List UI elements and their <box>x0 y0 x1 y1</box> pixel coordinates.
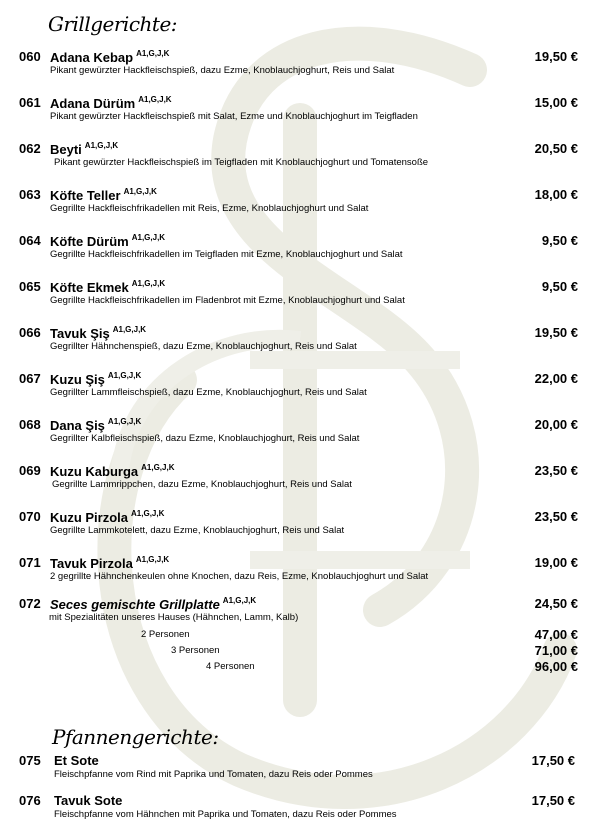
item-name <box>50 417 141 433</box>
platter-option-label: 2 Personen <box>141 629 190 640</box>
item-price: 15,00 € <box>534 95 578 110</box>
item-name-text: Kuzu Şiş <box>50 372 105 387</box>
item-name <box>50 233 165 249</box>
item-number: 062 <box>19 141 41 156</box>
allergen-codes: A1,G,J,K <box>107 417 142 426</box>
item-number: 076 <box>19 793 41 808</box>
item-number: 070 <box>19 509 41 524</box>
item-name <box>54 753 99 768</box>
item-description: Fleischpfanne vom Hähnchen mit Paprika und Tomaten, dazu Reis oder Pommes <box>54 809 397 820</box>
allergen-codes: A1,G,J,K <box>136 49 170 58</box>
item-price: 9,50 € <box>541 233 578 248</box>
platter-option-label: 3 Personen <box>171 645 220 656</box>
item-name <box>50 187 157 203</box>
item-description: Pikant gewürzter Hackfleischspieß mit Salat, Ezme und Knoblauchjoghurt im Teigfladen <box>50 111 418 122</box>
allergen-codes: A1,G,J,K <box>131 509 165 518</box>
allergen-codes: A1,G,J,K <box>131 233 166 242</box>
item-number: 068 <box>19 417 41 432</box>
item-name <box>50 141 118 157</box>
item-description: Gegrillter Hähnchenspieß, dazu Ezme, Knoblauchjoghurt, Reis und Salat <box>50 341 357 352</box>
item-description: Fleischpfanne vom Rind mit Paprika und Tomaten, dazu Reis oder Pommes <box>54 769 373 780</box>
item-description: Pikant gewürzter Hackfleischspieß, dazu Ezme, Knoblauchjoghurt, Reis und Salat <box>50 65 395 76</box>
allergen-codes: A1,G,J,K <box>138 95 172 104</box>
item-name-text: Köfte Ekmek <box>50 280 129 295</box>
allergen-codes: A1,G,J,K <box>135 555 170 564</box>
item-number: 065 <box>19 279 41 294</box>
item-description: Gegrillte Lammkotelett, dazu Ezme, Knoblauchjoghurt, Reis und Salat <box>50 525 345 536</box>
allergen-codes: A1,G,J,K <box>123 187 157 196</box>
item-description: mit Spezialitäten unseres Hauses (Hähnchen, Lamm, Kalb) <box>49 612 299 623</box>
item-name <box>50 279 165 295</box>
item-name-text: Beyti <box>50 142 82 157</box>
item-description: Pikant gewürzter Hackfleischspieß im Teigfladen mit Knoblauchjoghurt und Tomatensoße <box>54 157 429 168</box>
item-price: 9,50 € <box>541 279 578 294</box>
item-price: 24,50 € <box>534 596 578 611</box>
item-name-text: Adana Kebap <box>50 50 134 65</box>
item-description: Gegrillter Kalbfleischspieß, dazu Ezme, Knoblauchjoghurt, Reis und Salat <box>50 433 360 444</box>
item-price: 17,50 € <box>531 793 575 808</box>
item-name-text: Adana Dürüm <box>50 96 136 111</box>
allergen-codes: A1,G,J,K <box>141 463 175 472</box>
item-price: 23,50 € <box>534 509 578 524</box>
platter-option-price: 47,00 € <box>534 627 578 642</box>
platter-option-price: 96,00 € <box>534 659 578 674</box>
item-description: Gegrillte Hackfleischfrikadellen im Fladenbrot mit Ezme, Knoblauchjoghurt und Salat <box>50 295 405 306</box>
item-name <box>50 509 164 525</box>
item-name-text: Tavuk Sote <box>54 793 123 808</box>
item-number: 071 <box>19 555 41 570</box>
item-description: Gegrillte Hackfleischfrikadellen im Teigfladen mit Ezme, Knoblauchjoghurt und Salat <box>50 249 403 260</box>
grill-section-title: Grillgerichte: <box>48 12 178 36</box>
item-price: 19,00 € <box>534 555 578 570</box>
item-price: 20,00 € <box>534 417 578 432</box>
item-price: 23,50 € <box>534 463 578 478</box>
item-name-text: Seces gemischte Grillplatte <box>50 597 220 612</box>
item-description: Gegrillte Lammrippchen, dazu Ezme, Knoblauchjoghurt, Reis und Salat <box>52 479 352 490</box>
item-price: 19,50 € <box>534 49 578 64</box>
item-name <box>50 371 141 387</box>
pan-section-title: Pfannengerichte: <box>52 725 219 749</box>
item-name-text: Kuzu Kaburga <box>50 464 139 479</box>
item-name-text: Et Sote <box>54 753 99 768</box>
item-number: 075 <box>19 753 41 768</box>
item-name <box>50 463 174 479</box>
item-name <box>50 49 169 65</box>
item-price: 19,50 € <box>534 325 578 340</box>
item-name-text: Köfte Dürüm <box>50 234 129 249</box>
item-description: Gegrillte Hackfleischfrikadellen mit Reis, Ezme, Knoblauchjoghurt und Salat <box>50 203 369 214</box>
item-number: 072 <box>19 596 41 611</box>
item-number: 063 <box>19 187 41 202</box>
item-description: Gegrillter Lammfleischspieß, dazu Ezme, Knoblauchjoghurt, Reis und Salat <box>50 387 367 398</box>
item-price: 18,00 € <box>534 187 578 202</box>
allergen-codes: A1,G,J,K <box>107 371 142 380</box>
item-price: 17,50 € <box>531 753 575 768</box>
item-name <box>50 325 146 341</box>
platter-option-label: 4 Personen <box>206 661 255 672</box>
platter-option-price: 71,00 € <box>534 643 578 658</box>
item-number: 069 <box>19 463 41 478</box>
allergen-codes: A1,G,J,K <box>84 141 119 150</box>
item-name <box>50 555 169 571</box>
item-number: 066 <box>19 325 41 340</box>
item-name <box>50 596 256 612</box>
item-price: 20,50 € <box>534 141 578 156</box>
item-name-text: Dana Şiş <box>50 418 105 433</box>
allergen-codes: A1,G,J,K <box>112 325 147 334</box>
item-description: 2 gegrillte Hähnchenkeulen ohne Knochen, dazu Reis, Ezme, Knoblauchjoghurt und Salat <box>50 571 429 582</box>
item-price: 22,00 € <box>534 371 578 386</box>
item-name <box>54 793 122 808</box>
item-name-text: Köfte Teller <box>50 188 121 203</box>
item-number: 060 <box>19 49 41 64</box>
item-number: 064 <box>19 233 41 248</box>
allergen-codes: A1,G,J,K <box>131 279 166 288</box>
item-name-text: Tavuk Pirzola <box>50 556 133 571</box>
item-name-text: Kuzu Pirzola <box>50 510 129 525</box>
item-number: 061 <box>19 95 41 110</box>
item-name-text: Tavuk Şiş <box>50 326 110 341</box>
item-number: 067 <box>19 371 41 386</box>
item-name <box>50 95 172 111</box>
allergen-codes: A1,G,J,K <box>222 596 257 605</box>
